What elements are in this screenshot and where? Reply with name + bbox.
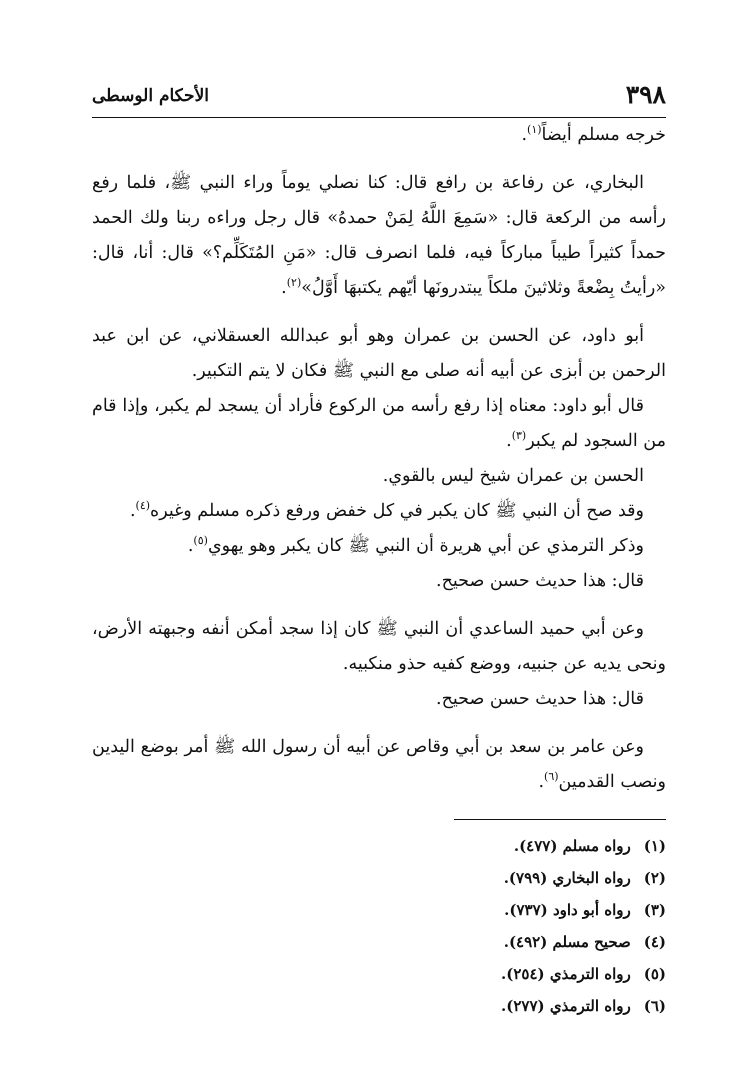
footnote-ref: (٣)	[511, 429, 527, 443]
paragraph: قال: هذا حديث حسن صحيح.	[436, 689, 644, 709]
footnote-ref: (٤)	[135, 499, 151, 513]
paragraph: الحسن بن عمران شيخ ليس بالقوي.	[382, 466, 644, 486]
footnote-number: (٢)	[643, 869, 666, 887]
paragraph: قال: هذا حديث حسن صحيح.	[436, 571, 644, 591]
main-text	[92, 118, 666, 800]
footnote-rule	[454, 819, 666, 820]
running-title: الأحكام الوسطى	[92, 86, 209, 106]
footnote-number: (١)	[643, 837, 666, 855]
footnote-ref: (٦)	[544, 770, 559, 784]
footnote-item: (٥) رواه الترمذي (٢٥٤).	[92, 958, 666, 990]
page-number: ٣٩٨	[625, 80, 666, 109]
paragraph: أبو داود، عن الحسن بن عمران وهو أبو عبدالله العسقلاني، عن ابن عبد الرحمن بن أبزى عن أبيه أنه صلى مع النبي ﷺ فكان لا يتم التكبير.	[92, 326, 666, 381]
paragraph: قال أبو داود: معناه إذا رفع رأسه من الركوع فأراد أن يسجد لم يكبر، وإذا قام من السجود لم يكبر$^{(٣)}$.	[92, 396, 666, 451]
footnote-item: (٦) رواه الترمذي (٢٧٧).	[92, 990, 666, 1022]
paragraph: وعن أبي حميد الساعدي أن النبي ﷺ كان إذا سجد أمكن أنفه وجبهته الأرض، ونحى يديه عن جنبيه، ووضع كفيه حذو منكبيه.	[92, 619, 666, 674]
footnote-ref: (١)	[527, 123, 542, 137]
footnotes	[92, 830, 666, 1022]
paragraph: وذكر الترمذي عن أبي هريرة أن النبي ﷺ كان يكبر وهو يهوي$^{(٥)}$.	[187, 534, 644, 556]
paragraph: البخاري، عن رفاعة بن رافع قال: كنا نصلي يوماً وراء النبي ﷺ، فلما رفع رأسه من الركعة قال: «سَمِعَ اللَّهُ لِمَنْ حمدهُ» قال رجل وراءه ربنا ولك الحمد حمداً كثيراً طيباً مباركاً فيه، فلما انصرف قال: «مَنِ المُتَكَلِّم؟» قال: أنا، قال: «رأيتُ بِضْعةً وثلاثينَ ملكاً يبتدرونَها أيّهم يكتبهَا أَوَّلُ»$^{(٢)}$.	[92, 173, 666, 298]
paragraph: وقد صح أن النبي ﷺ كان يكبر في كل خفض ورفع ذكره مسلم وغيره$^{(٤)}$.	[129, 499, 644, 521]
paragraph: وعن عامر بن سعد بن أبي وقاص عن أبيه أن رسول الله ﷺ أمر بوضع اليدين ونصب القدمين$^{(٦)}$.	[92, 737, 666, 792]
page-header	[92, 76, 666, 116]
footnote-item: (١) رواه مسلم (٤٧٧).	[92, 830, 666, 862]
footnote-number: (٣)	[643, 901, 666, 919]
footnote-item: (٣) رواه أبو داود (٧٣٧).	[92, 894, 666, 926]
footnote-ref: (٢)	[286, 276, 302, 290]
footnote-number: (٥)	[643, 965, 666, 983]
paragraph: خرجه مسلم أيضاً$^{(١)}$.	[521, 123, 666, 145]
footnote-number: (٦)	[643, 997, 666, 1015]
footnote-ref: (٥)	[193, 534, 208, 548]
footnote-item: (٢) رواه البخاري (٧٩٩).	[92, 862, 666, 894]
footnote-item: (٤) صحيح مسلم (٤٩٢).	[92, 926, 666, 958]
footnote-number: (٤)	[643, 933, 666, 951]
